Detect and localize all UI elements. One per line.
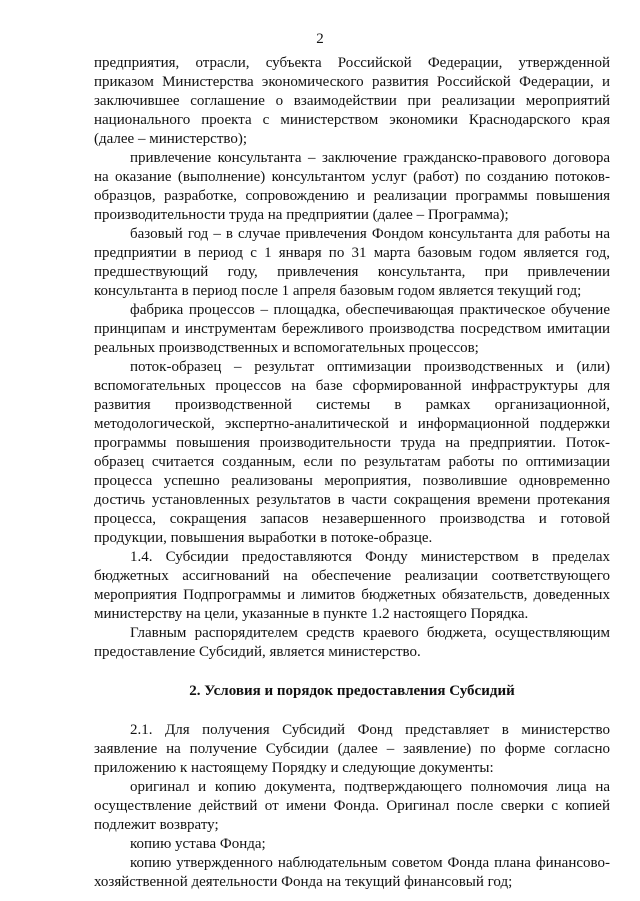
page-number: 2 — [316, 31, 324, 47]
paragraph-process-factory-definition: фабрика процессов – площадка, обеспечивающая практическое обучение принципам и инструментам бережливого производства посредством имитации реальных производственных и вспомогательных процессов; — [94, 302, 610, 356]
paragraph-continuation: предприятия, отрасли, субъекта Российской Федерации, утвержденной приказом Министерства экономического развития Российской Федерации, и заключившее соглашение о взаимодействии при реализации мероприятий национального проекта с министерством экономики Краснодарского края (далее – министерство); — [94, 55, 610, 147]
paragraph-chief-administrator: Главным распорядителем средств краевого бюджета, осуществляющим предоставление Субсидий, является министерство. — [94, 625, 610, 660]
paragraph-charter-copy: копию устава Фонда; — [130, 836, 266, 852]
section-heading: 2. Условия и порядок предоставления Субсидий — [189, 683, 515, 699]
paragraph-base-year-definition: базовый год – в случае привлечения Фондом консультанта для работы на предприятии в период с 1 января по 31 марта базовым годом является год, предшествующий году, привлечения консультанта, при привлечении консультанта в период после 1 апреля базовым годом является текущий год; — [94, 226, 610, 299]
paragraph-consultant-definition: привлечение консультанта – заключение гражданско-правового договора на оказание (выполнение) консультантом услуг (работ) по созданию потоков-образцов, разработке, сопровождению и реализации программы повышения производительности труда на предприятии (далее – Программа); — [94, 150, 610, 223]
document-body — [94, 54, 610, 892]
paragraph-authority-document: оригинал и копию документа, подтверждающего полномочия лица на осуществление действий от имени Фонда. Оригинал после сверки с копией подлежит возврату; — [94, 779, 610, 833]
paragraph-sample-flow-definition: поток-образец – результат оптимизации производственных и (или) вспомогательных процессов на базе сформированной инфраструктуры для развития производственной системы в рамках организационной, методологической, экспертно-аналитической и информационной поддержки программы повышения производительности труда на предприятии. Поток-образец считается созданным, если по результатам работы по оптимизации процесса успешно реализованы мероприятия, позволившие одновременно достичь установленных результатов в части сокращения времени протекания процесса, сокращения запасов незавершенного производства и готовой продукции, повышения выработки в потоке-образце. — [94, 359, 610, 546]
paragraph-clause-1-4: 1.4. Субсидии предоставляются Фонду министерством в пределах бюджетных ассигнований на обеспечение реализации соответствующего мероприятия Подпрограммы и лимитов бюджетных обязательств, доведенных министерству на цели, указанные в пункте 1.2 настоящего Порядка. — [94, 549, 610, 622]
paragraph-clause-2-1: 2.1. Для получения Субсидий Фонд представляет в министерство заявление на получение Субсидии (далее – заявление) по форме согласно приложению к настоящему Порядку и следующие документы: — [94, 722, 610, 776]
paragraph-financial-plan-copy: копию утвержденного наблюдательным советом Фонда плана финансово-хозяйственной деятельности Фонда на текущий финансовый год; — [94, 855, 610, 890]
